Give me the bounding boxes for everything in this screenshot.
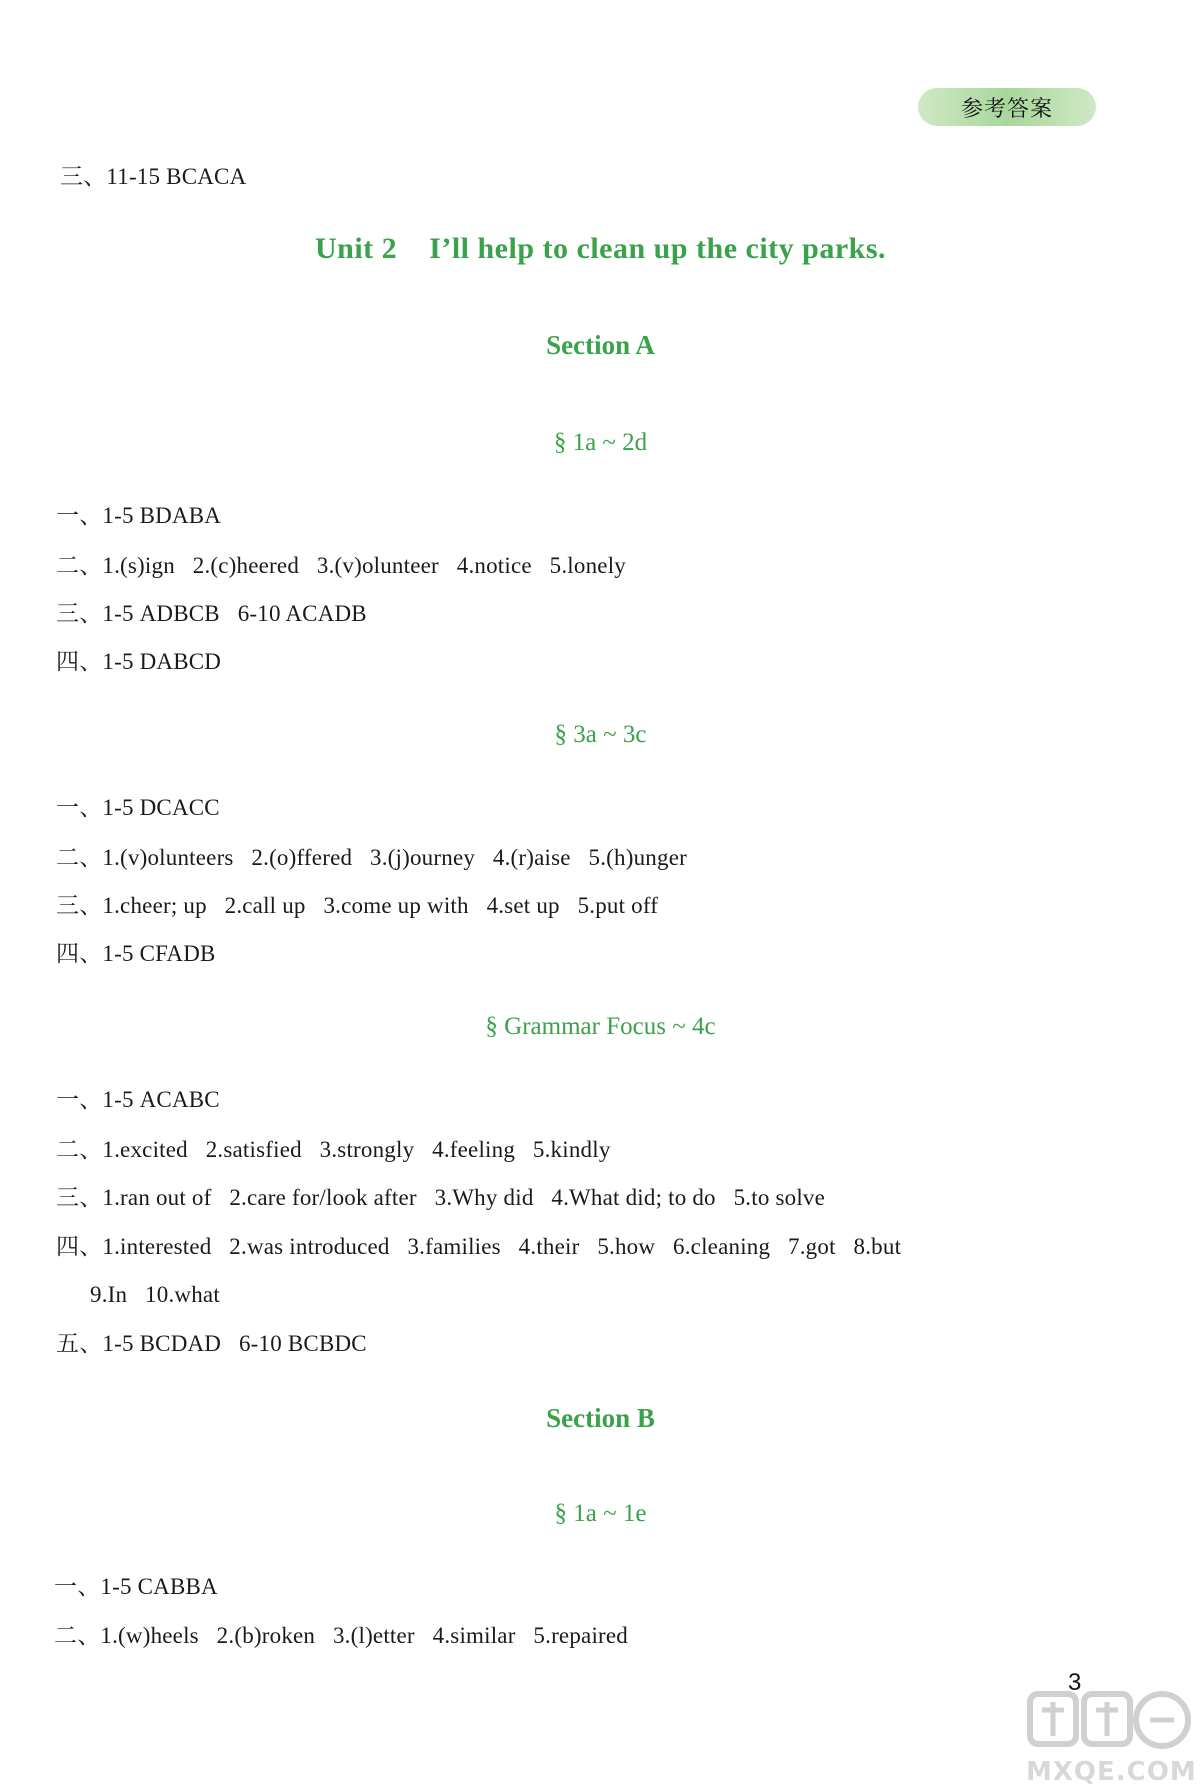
subsection-heading: § Grammar Focus ~ 4c (485, 1013, 716, 1040)
answer-line: 一、1-5 ACABC (56, 1087, 220, 1112)
answer-line: 一、1-5 DCACC (56, 795, 220, 820)
answer-line: 三、11-15 BCACA (60, 164, 247, 189)
answer-line-continued: 9.In 10.what (90, 1282, 220, 1307)
answer-line: 三、1.ran out of 2.care for/look after 3.Why did 4.What did; to do 5.to solve (56, 1185, 826, 1210)
answer-line: 四、1.interested 2.was introduced 3.families 4.their 5.how 6.cleaning 7.got 8.but (56, 1234, 902, 1259)
answer-line: 二、1.(s)ign 2.(c)heered 3.(v)olunteer 4.notice 5.lonely (56, 553, 626, 578)
answer-line: 三、1-5 ADBCB 6-10 ACADB (56, 601, 367, 626)
answer-line: 一、1-5 CABBA (54, 1574, 218, 1599)
answer-line: 一、1-5 BDABA (56, 503, 222, 528)
answer-line: 四、1-5 DABCD (56, 649, 222, 674)
answer-line: 三、1.cheer; up 2.call up 3.come up with 4.set up 5.put off (56, 893, 659, 918)
subsection-heading: § 1a ~ 1e (554, 1500, 647, 1527)
answer-line: 二、1.(v)olunteers 2.(o)ffered 3.(j)ourney 4.(r)aise 5.(h)unger (56, 845, 687, 870)
page-number: 3 (1068, 1669, 1082, 1696)
section-a-heading: Section A (546, 330, 655, 360)
answer-line: 二、1.excited 2.satisfied 3.strongly 4.feeling 5.kindly (56, 1137, 611, 1162)
watermark-text: MXQE.COM (1026, 1757, 1197, 1787)
unit-title: Unit 2 I’ll help to clean up the city parks. (314, 232, 887, 265)
answer-line: 四、1-5 CFADB (56, 941, 216, 966)
answer-line: 五、1-5 BCDAD 6-10 BCBDC (56, 1331, 367, 1356)
subsection-heading: § 1a ~ 2d (553, 429, 648, 456)
section-b-heading: Section B (546, 1403, 655, 1433)
answer-line: 二、1.(w)heels 2.(b)roken 3.(l)etter 4.similar 5.repaired (54, 1623, 628, 1648)
subsection-heading: § 3a ~ 3c (554, 721, 647, 748)
answer-key-badge: 参考答案 (918, 88, 1096, 126)
